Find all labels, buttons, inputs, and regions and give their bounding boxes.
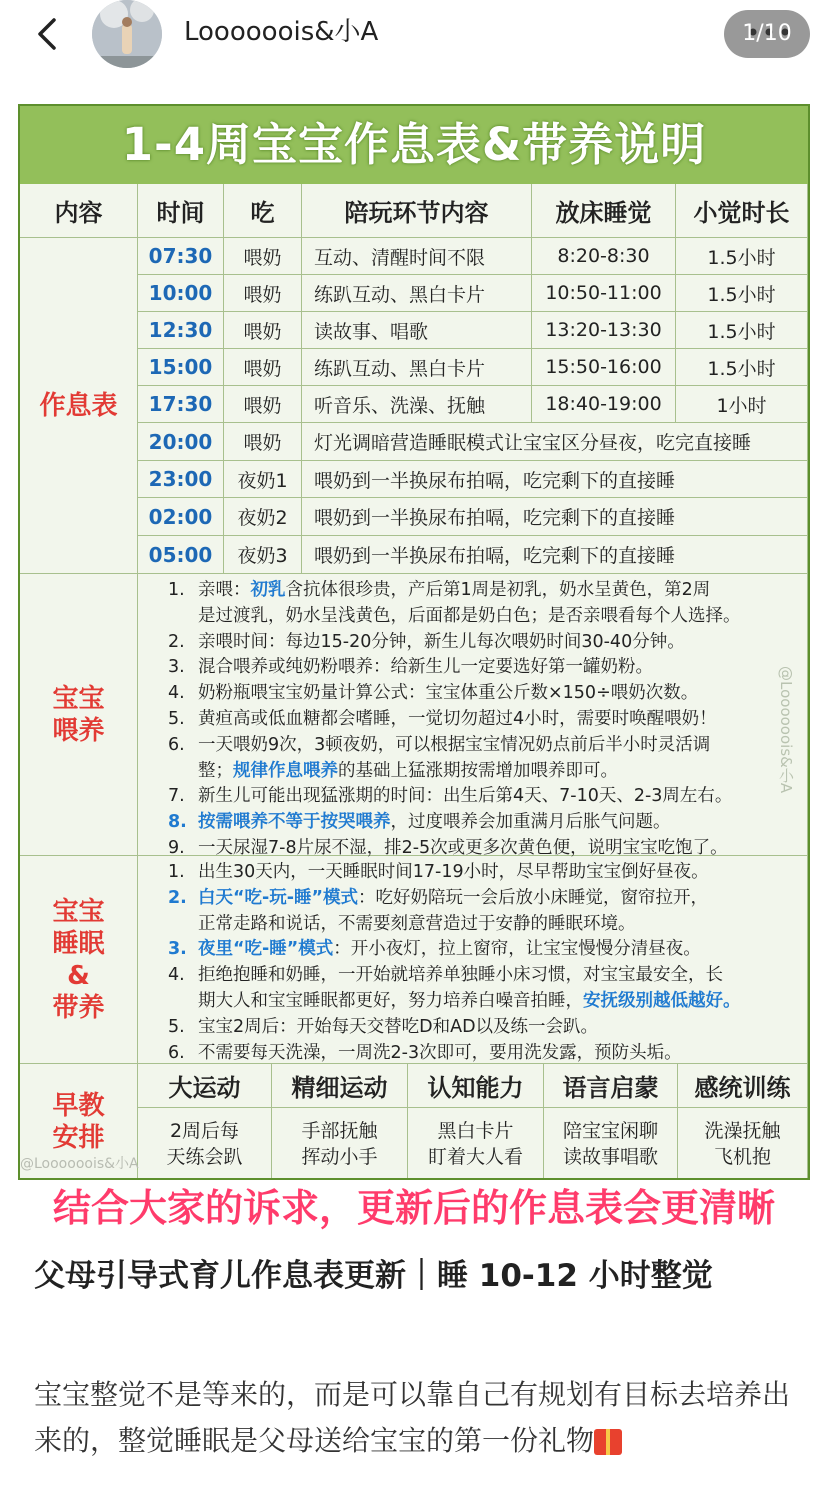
list-item: 7. 新生儿可能出现猛涨期的时间：出生后第4天、7-10天、2-3周左右。 <box>168 786 733 807</box>
category-early-line1: 早教 <box>52 1090 105 1121</box>
schedule-time: 15:00 <box>138 349 224 386</box>
list-item: 4. 奶粉瓶喂宝宝奶量计算公式：宝宝体重公斤数×150÷喂奶次数。 <box>168 683 699 704</box>
category-early-line2: 安排 <box>52 1122 105 1153</box>
col-header-eat: 吃 <box>224 184 302 238</box>
schedule-play: 读故事、唱歌 <box>302 312 532 349</box>
list-item: 5. 宝宝2周后：开始每天交替吃D和AD以及练一会趴。 <box>168 1016 599 1037</box>
category-feeding <box>20 574 138 856</box>
schedule-bedtime: 15:50-16:00 <box>532 349 676 386</box>
sleep-list <box>168 860 808 1066</box>
gift-icon <box>594 1429 622 1455</box>
schedule-bedtime: 10:50-11:00 <box>532 275 676 312</box>
list-item: 1. 出生30天内，一天睡眠时间17-19小时，尽早帮助宝宝倒好昼夜。 <box>168 862 709 882</box>
schedule-note: 灯光调暗营造睡眠模式让宝宝区分昼夜，吃完直接睡 <box>302 423 808 461</box>
list-item: 2. 白天“吃-玩-睡”模式：吃好奶陪玩一会后放小床睡觉，窗帘拉开， <box>168 887 709 908</box>
schedule-nap: 1.5小时 <box>676 349 808 386</box>
schedule-eat: 夜奶3 <box>224 536 302 574</box>
schedule-time: 02:00 <box>138 498 224 536</box>
list-item: 6. 不需要每天洗澡，一周洗2-3次即可，要用洗发露，预防头垢。 <box>168 1042 682 1063</box>
watermark: @Loooooois&小A <box>777 666 795 794</box>
schedule-bedtime: 18:40-19:00 <box>532 386 676 423</box>
early-head: 语言启蒙 <box>544 1064 678 1108</box>
category-feeding-line2: 喂养 <box>52 715 105 746</box>
schedule-eat: 喂奶 <box>224 312 302 349</box>
col-header-time: 时间 <box>138 184 224 238</box>
schedule-eat: 夜奶1 <box>224 461 302 498</box>
early-head: 精细运动 <box>272 1064 408 1108</box>
schedule-time: 05:00 <box>138 536 224 574</box>
col-header-bedtime: 放床睡觉 <box>532 184 676 238</box>
schedule-play: 练趴互动、黑白卡片 <box>302 349 532 386</box>
list-item: 3. 混合喂养或纯奶粉喂养：给新生儿一定要选好第一罐奶粉。 <box>168 657 653 678</box>
list-item: 1. 亲喂：初乳含抗体很珍贵，产后第1周是初乳，奶水呈黄色，第2周 <box>168 580 711 600</box>
page-indicator: 1/10 <box>724 10 810 58</box>
list-item: 2. 亲喂时间：每边15-20分钟，新生儿每次喂奶时间30-40分钟。 <box>168 631 685 652</box>
schedule-time: 17:30 <box>138 386 224 423</box>
post-body: 宝宝整觉不是等来的，而是可以靠自己有规划有目标去培养出来的，整觉睡眠是父母送给宝宝的第一份礼物 <box>34 1378 791 1457</box>
schedule-nap: 1小时 <box>676 386 808 423</box>
schedule-play: 互动、清醒时间不限 <box>302 238 532 275</box>
schedule-eat: 喂奶 <box>224 423 302 461</box>
early-detail: 陪宝宝闲聊 读故事唱歌 <box>544 1108 678 1180</box>
list-item: 3. 夜里“吃-睡”模式：开小夜灯，拉上窗帘，让宝宝慢慢分清昼夜。 <box>168 939 701 960</box>
overlay-caption: 结合大家的诉求，更新后的作息表会更清晰 <box>52 1186 775 1230</box>
schedule-note: 喂奶到一半换尿布拍嗝，吃完剩下的直接睡 <box>302 536 808 574</box>
early-detail: 2周后每 天练会趴 <box>138 1108 272 1180</box>
schedule-play: 听音乐、洗澡、抚触 <box>302 386 532 423</box>
post-title: 父母引导式育儿作息表更新｜睡 10-12 小时整觉 <box>34 1258 713 1294</box>
username[interactable]: Loooooois&小A <box>184 17 379 47</box>
category-sleep-line3: & <box>67 960 90 991</box>
early-detail: 洗澡抚触 飞机抱 <box>678 1108 808 1180</box>
early-head: 感统训练 <box>678 1064 808 1108</box>
schedule-poster-image[interactable] <box>18 104 810 1180</box>
schedule-eat: 喂奶 <box>224 386 302 423</box>
category-sleep-line1: 宝宝 <box>52 896 105 927</box>
schedule-eat: 夜奶2 <box>224 498 302 536</box>
list-item-cont: 整；规律作息喂养的基础上猛涨期按需增加喂养即可。 <box>198 760 618 781</box>
list-item-cont: 是过渡乳，奶水呈浅黄色，后面都是奶白色；是否亲喂看每个人选择。 <box>198 605 741 626</box>
schedule-eat: 喂奶 <box>224 238 302 275</box>
list-item: 8. 按需喂养不等于按哭喂养，过度喂养会加重满月后胀气问题。 <box>168 812 671 833</box>
category-sleep-line4: 带养 <box>52 992 105 1023</box>
list-item: 9. 一天尿湿7-8片尿不湿，排2-5次或更多次黄色便，说明宝宝吃饱了。 <box>168 837 728 858</box>
col-header-play: 陪玩环节内容 <box>302 184 532 238</box>
schedule-time: 23:00 <box>138 461 224 498</box>
schedule-eat: 喂奶 <box>224 275 302 312</box>
early-detail: 黑白卡片 盯着大人看 <box>408 1108 544 1180</box>
schedule-note: 喂奶到一半换尿布拍嗝，吃完剩下的直接睡 <box>302 498 808 536</box>
schedule-time: 07:30 <box>138 238 224 275</box>
schedule-nap: 1.5小时 <box>676 238 808 275</box>
schedule-note: 喂奶到一半换尿布拍嗝，吃完剩下的直接睡 <box>302 461 808 498</box>
category-sleep <box>20 856 138 1064</box>
col-header-content: 内容 <box>20 184 138 238</box>
category-schedule: 作息表 <box>20 238 138 574</box>
poster-title: 1-4周宝宝作息表&带养说明 <box>20 106 808 184</box>
early-head: 认知能力 <box>408 1064 544 1108</box>
schedule-play: 练趴互动、黑白卡片 <box>302 275 532 312</box>
list-item: 6. 一天喂奶9次，3顿夜奶，可以根据宝宝情况奶点前后半小时灵活调 <box>168 734 711 755</box>
schedule-bedtime: 8:20-8:30 <box>532 238 676 275</box>
list-item: 5. 黄疸高或低血糖都会嗜睡，一觉切勿超过4小时，需要时唤醒喂奶！ <box>168 708 717 729</box>
early-head: 大运动 <box>138 1064 272 1108</box>
category-feeding-line1: 宝宝 <box>52 683 105 714</box>
schedule-time: 10:00 <box>138 275 224 312</box>
list-item-cont: 正常走路和说话，不需要刻意营造过于安静的睡眠环境。 <box>198 913 636 934</box>
col-header-nap: 小觉时长 <box>676 184 808 238</box>
schedule-bedtime: 13:20-13:30 <box>532 312 676 349</box>
feeding-list <box>168 578 808 862</box>
schedule-time: 20:00 <box>138 423 224 461</box>
schedule-nap: 1.5小时 <box>676 312 808 349</box>
chevron-left-icon[interactable] <box>28 14 68 54</box>
schedule-time: 12:30 <box>138 312 224 349</box>
post-header <box>0 0 828 70</box>
list-item-cont: 期大人和宝宝睡眠都更好，努力培养白噪音拍睡，安抚级别越低越好。 <box>198 990 741 1011</box>
watermark: @Loooooois&小A <box>20 1156 139 1172</box>
category-sleep-line2: 睡眠 <box>52 928 105 959</box>
avatar[interactable] <box>92 0 162 68</box>
schedule-nap: 1.5小时 <box>676 275 808 312</box>
early-detail: 手部抚触 挥动小手 <box>272 1108 408 1180</box>
list-item: 4. 拒绝抱睡和奶睡，一开始就培养单独睡小床习惯，对宝宝最安全，长 <box>168 965 723 986</box>
schedule-eat: 喂奶 <box>224 349 302 386</box>
